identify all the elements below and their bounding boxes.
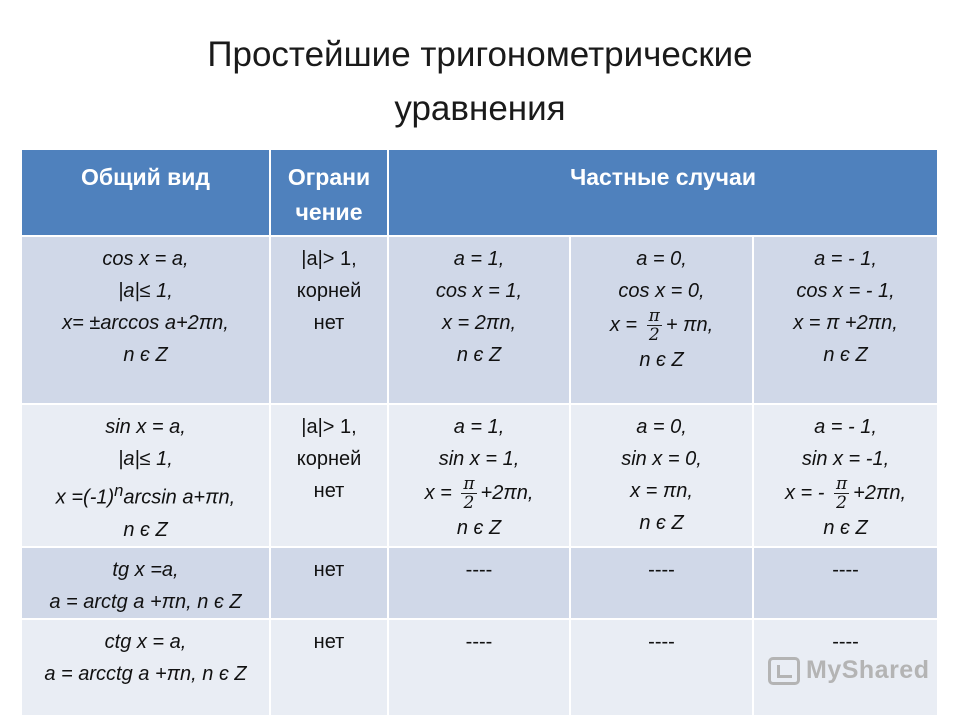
- text-line: n є Z: [456, 517, 502, 539]
- cell-sin-case-a1: [388, 404, 570, 547]
- cell-ctg-case-2: ----: [570, 619, 753, 715]
- table-header-row: [22, 150, 938, 236]
- slide-title-line-1: Простейшие тригонометрические: [207, 35, 753, 74]
- text-line: a = arctg a +πn, n є Z: [49, 590, 242, 613]
- cell-ctg-restriction: нет: [270, 619, 388, 715]
- text-line: sin x = a,: [105, 416, 186, 438]
- text-line: sin x = 1,: [438, 448, 520, 470]
- cell-ctg-case-3: ----: [753, 619, 938, 715]
- text-line: cos x = - 1,: [796, 280, 895, 302]
- cell-tg-general: [22, 547, 270, 619]
- fraction-numerator: π: [463, 474, 475, 494]
- formula-line: [393, 475, 565, 512]
- text-line: cos x = 1,: [435, 280, 523, 302]
- formula-prefix: x =(-1): [55, 486, 115, 509]
- cell-sin-general: [22, 404, 270, 547]
- header-restriction: [270, 150, 388, 236]
- text-line: n є Z: [123, 344, 168, 366]
- watermark-text: MyShared: [806, 656, 930, 684]
- table-row-cos: [22, 236, 938, 404]
- fraction-denominator: 2: [463, 493, 475, 513]
- text-line: cos x = 0,: [618, 280, 705, 302]
- watermark: [768, 656, 929, 685]
- slide-title: [0, 28, 960, 136]
- text-line: корней: [296, 280, 362, 302]
- cell-sin-restriction: [270, 404, 388, 547]
- myshared-logo-icon: [768, 657, 800, 685]
- text-line: cos x = a,: [102, 248, 189, 270]
- fraction-denominator: 2: [836, 493, 847, 513]
- formula-line: [26, 475, 265, 514]
- cell-ctg-case-1: ----: [388, 619, 570, 715]
- cell-tg-case-2: ----: [570, 547, 753, 619]
- text-line: sin x = -1,: [801, 448, 890, 470]
- text-line: нет: [313, 312, 345, 334]
- text-line: n є Z: [639, 349, 684, 371]
- cell-tg-case-1: ----: [388, 547, 570, 619]
- text-line: sin x = 0,: [621, 448, 702, 470]
- text-line: |a|≤ 1,: [118, 280, 173, 302]
- cell-ctg-general: [22, 619, 270, 715]
- cell-cos-case-a0: [570, 236, 753, 404]
- text-line: x = πn,: [630, 480, 693, 502]
- text-line: n є Z: [123, 518, 168, 541]
- table-row-tg: [22, 547, 938, 619]
- text-line: x = π +2πn,: [793, 312, 898, 334]
- text-line: a = 0,: [636, 416, 687, 438]
- text-line: a = 0,: [636, 248, 687, 270]
- cell-cos-general: [22, 236, 270, 404]
- header-special-cases: Частные случаи: [388, 150, 938, 236]
- header-restriction-part-2: чение: [295, 199, 363, 225]
- text-line: a = 1,: [453, 248, 505, 270]
- fraction-numerator: π: [835, 474, 848, 494]
- slide-title-line-2: уравнения: [394, 89, 566, 128]
- text-line: |a|> 1,: [301, 416, 357, 438]
- fraction-denominator: 2: [648, 325, 660, 345]
- text-line: |a|≤ 1,: [118, 448, 173, 470]
- text-line: ctg x = a,: [104, 630, 187, 653]
- text-line: n є Z: [823, 344, 868, 366]
- formula-suffix: +2πn,: [480, 481, 534, 504]
- formula-prefix: x =: [609, 313, 643, 336]
- cell-sin-case-a0: [570, 404, 753, 547]
- text-line: нет: [313, 480, 345, 502]
- cell-cos-case-a-minus1: [753, 236, 938, 404]
- formula-prefix: x = -: [784, 481, 830, 504]
- text-line: a = - 1,: [814, 248, 877, 270]
- cell-tg-restriction: нет: [270, 547, 388, 619]
- formula-suffix: arcsin a+πn,: [123, 486, 236, 509]
- cell-cos-restriction: [270, 236, 388, 404]
- fraction-numerator: π: [648, 306, 660, 326]
- text-line: корней: [296, 448, 362, 470]
- formula-prefix: x =: [424, 481, 458, 504]
- formula-suffix: + πn,: [665, 313, 714, 336]
- fraction: [834, 475, 849, 512]
- formula-suffix: +2πn,: [853, 481, 907, 504]
- cell-sin-case-a-minus1: [753, 404, 938, 547]
- text-line: a = - 1,: [814, 416, 877, 438]
- text-line: n є Z: [639, 512, 684, 534]
- header-general-form: Общий вид: [22, 150, 270, 236]
- formula-line: [575, 307, 748, 344]
- formula-superscript: n: [114, 481, 124, 500]
- text-line: a = 1,: [453, 416, 505, 438]
- trig-equations-table: [22, 150, 939, 715]
- text-line: tg x =a,: [112, 558, 179, 581]
- fraction: [647, 307, 662, 344]
- text-line: x= ±arccos a+2πn,: [62, 312, 229, 334]
- table-row-sin: [22, 404, 938, 547]
- text-line: |a|> 1,: [301, 248, 357, 270]
- cell-cos-case-a1: [388, 236, 570, 404]
- formula-line: [758, 475, 933, 512]
- text-line: n є Z: [456, 344, 502, 366]
- fraction: [461, 475, 476, 512]
- text-line: x = 2πn,: [442, 312, 516, 334]
- text-line: n є Z: [823, 517, 868, 539]
- header-restriction-part-1: Ограни: [287, 164, 371, 190]
- text-line: a = arcctg a +πn, n є Z: [44, 662, 247, 685]
- cell-tg-case-3: ----: [753, 547, 938, 619]
